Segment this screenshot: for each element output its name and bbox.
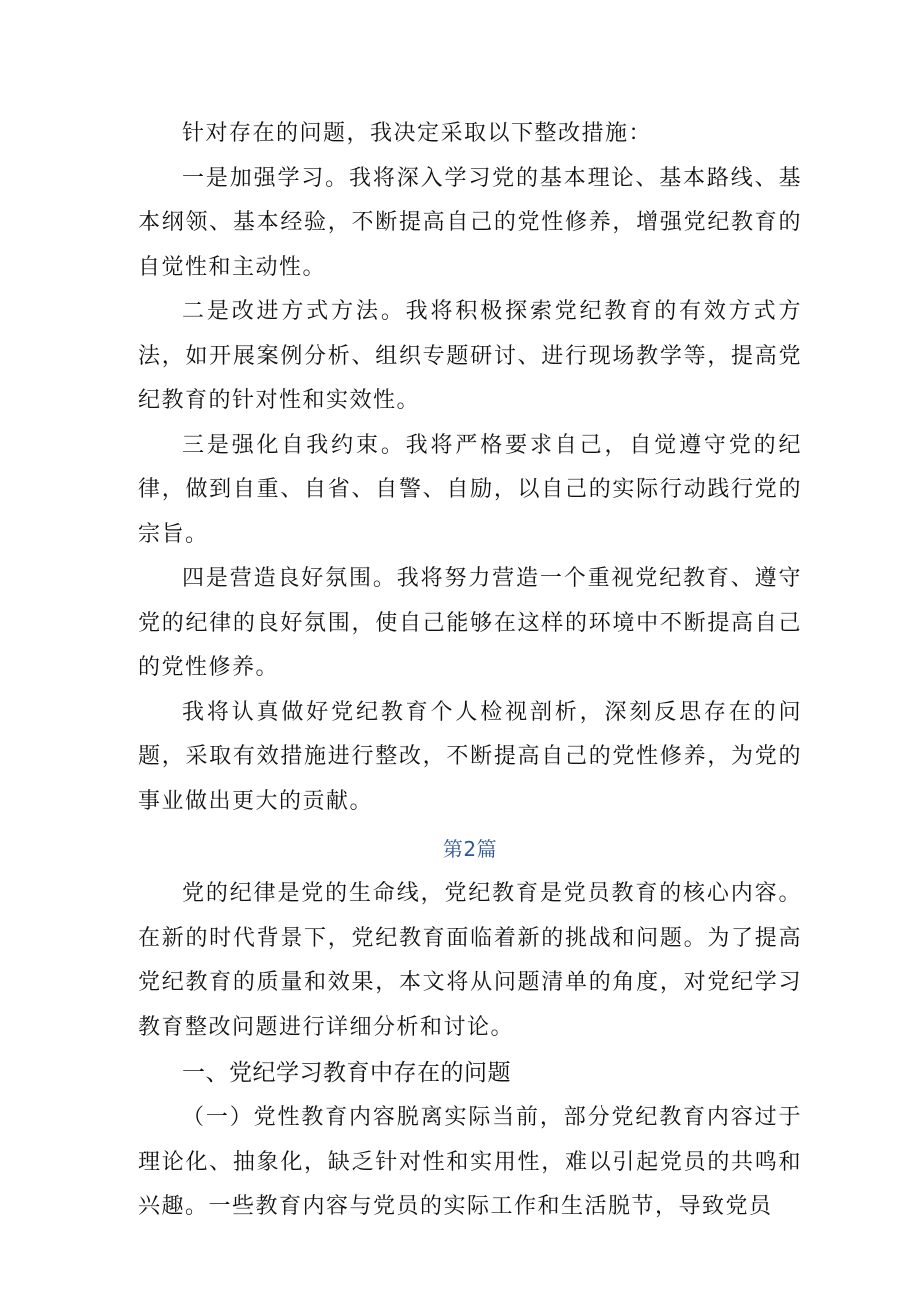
paragraph-measure-1: 一是加强学习。我将深入学习党的基本理论、基本路线、基本纲领、基本经验，不断提高自己的党性修养，增强党纪教育的自觉性和主动性。 — [138, 165, 802, 280]
section-title: 第2篇 — [442, 837, 498, 861]
paragraph-measure-2: 二是改进方式方法。我将积极探索党纪教育的有效方式方法，如开展案例分析、组织专题研讨、进行现场教学等，提高党纪教育的针对性和实效性。 — [138, 299, 802, 413]
paragraph-article-intro: 党的纪律是党的生命线，党纪教育是党员教育的核心内容。在新的时代背景下，党纪教育面临着新的挑战和问题。为了提高党纪教育的质量和效果，本文将从问题清单的角度，对党纪学习教育整改问题进行详细分析和讨论。 — [138, 881, 802, 1040]
paragraph-conclusion: 我将认真做好党纪教育个人检视剖析，深刻反思存在的问题，采取有效措施进行整改，不断提高自己的党性修养，为党的事业做出更大的贡献。 — [138, 699, 802, 814]
heading-problems: 一、党纪学习教育中存在的问题 — [182, 1060, 511, 1086]
paragraph-problem-1: （一）党性教育内容脱离实际当前，部分党纪教育内容过于理论化、抽象化，缺乏针对性和实用性，难以引起党员的共鸣和兴趣。一些教育内容与党员的实际工作和生活脱节，导致党员 — [138, 1105, 802, 1219]
paragraph-measure-4: 四是营造良好氛围。我将努力营造一个重视党纪教育、遵守党的纪律的良好氛围，使自己能够在这样的环境中不断提高自己的党性修养。 — [138, 566, 802, 680]
paragraph-rectification-intro: 针对存在的问题，我决定采取以下整改措施： — [182, 121, 653, 146]
paragraph-measure-3: 三是强化自我约束。我将严格要求自己，自觉遵守党的纪律，做到自重、自省、自警、自励，以自己的实际行动践行党的宗旨。 — [138, 432, 802, 547]
